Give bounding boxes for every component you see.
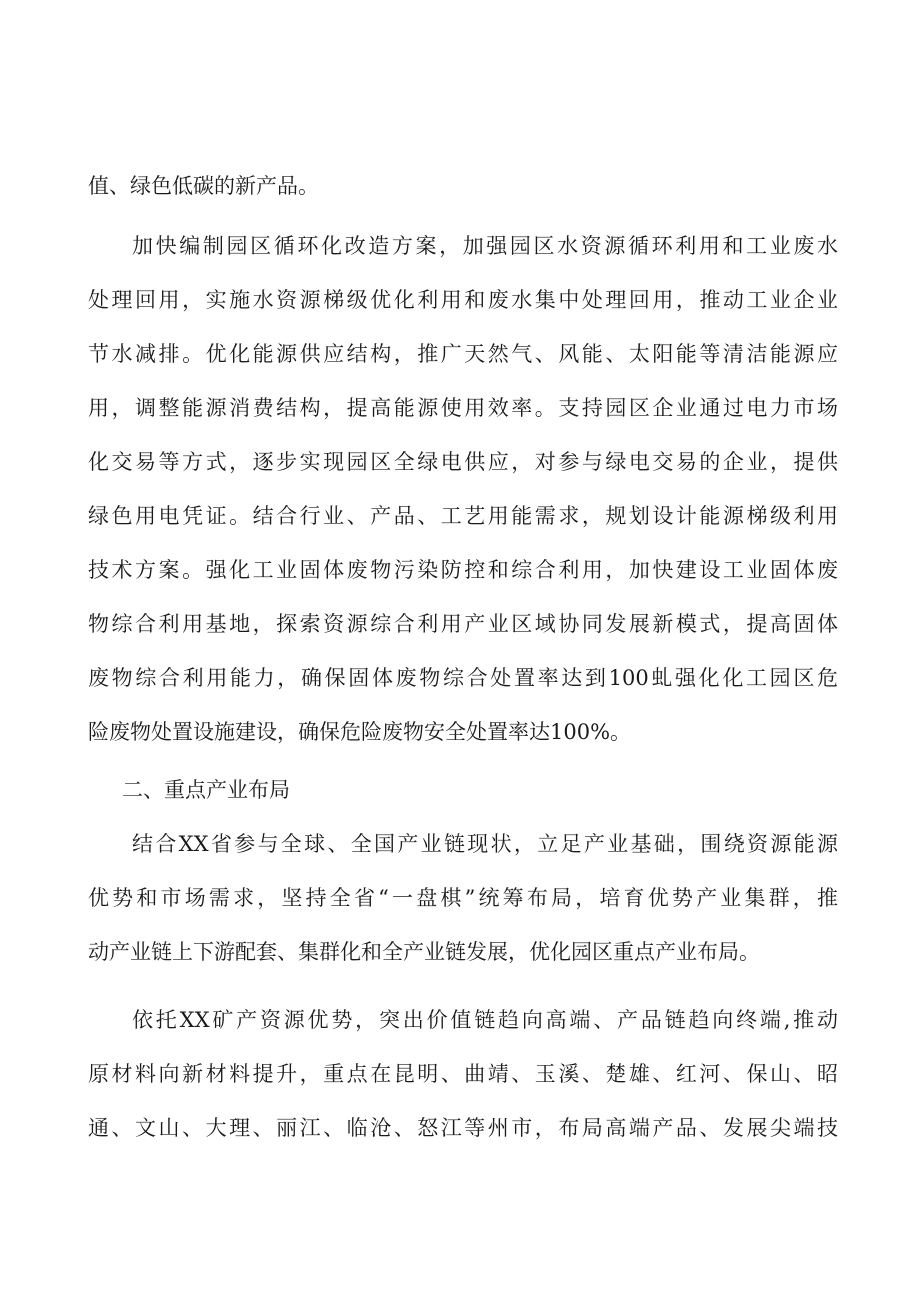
paragraph-1-line-2: 处理回用，实施水资源梯级优化利用和废水集中处理回用，推动工业企业 bbox=[88, 288, 838, 312]
paragraph-1-line-4: 用，调整能源消费结构，提高能源使用效率。支持园区企业通过电力市场 bbox=[88, 396, 838, 420]
paragraph-3-line-2: 原材料向新材料提升，重点在昆明、曲靖、玉溪、楚雄、红河、保山、昭 bbox=[88, 1062, 838, 1086]
paragraph-1-line-7: 技术方案。强化工业固体废物污染防控和综合利用，加快建设工业固体废 bbox=[88, 558, 838, 582]
paragraph-2-line-3: 动产业链上下游配套、集群化和全产业链发展，优化园区重点产业布局。 bbox=[88, 940, 760, 964]
section-heading: 二、重点产业布局 bbox=[122, 778, 290, 802]
paragraph-3-line-1: 依托XX矿产资源优势，突出价值链趋向高端、产品链趋向终端,推动 bbox=[132, 1008, 838, 1032]
paragraph-1-line-6: 绿色用电凭证。结合行业、产品、工艺用能需求，规划设计能源梯级利用 bbox=[88, 504, 838, 528]
paragraph-3-line-3: 通、文山、大理、丽江、临沧、怒江等州市，布局高端产品、发展尖端技 bbox=[88, 1116, 838, 1140]
paragraph-2-line-1: 结合XX省参与全球、全国产业链现状，立足产业基础，围绕资源能源 bbox=[132, 832, 838, 856]
paragraph-1-line-3: 节水减排。优化能源供应结构，推广天然气、风能、太阳能等清洁能源应 bbox=[88, 342, 838, 366]
paragraph-2-line-2: 优势和市场需求，坚持全省“一盘棋”统筹布局，培育优势产业集群，推 bbox=[88, 886, 838, 910]
paragraph-1-line-8: 物综合利用基地，探索资源综合利用产业区域协同发展新模式，提高固体 bbox=[88, 612, 838, 636]
paragraph-1-line-9: 废物综合利用能力，确保固体废物综合处置率达到100虬强化化工园区危 bbox=[88, 666, 838, 690]
paragraph-1-line-1: 加快编制园区循环化改造方案，加强园区水资源循环利用和工业废水 bbox=[132, 234, 838, 258]
paragraph-1-line-10: 险废物处置设施建设，确保危险废物安全处置率达100%。 bbox=[88, 720, 632, 744]
paragraph-1-line-5: 化交易等方式，逐步实现园区全绿电供应，对参与绿电交易的企业，提供 bbox=[88, 450, 838, 474]
continuation-line: 值、绿色低碳的新产品。 bbox=[88, 174, 319, 198]
